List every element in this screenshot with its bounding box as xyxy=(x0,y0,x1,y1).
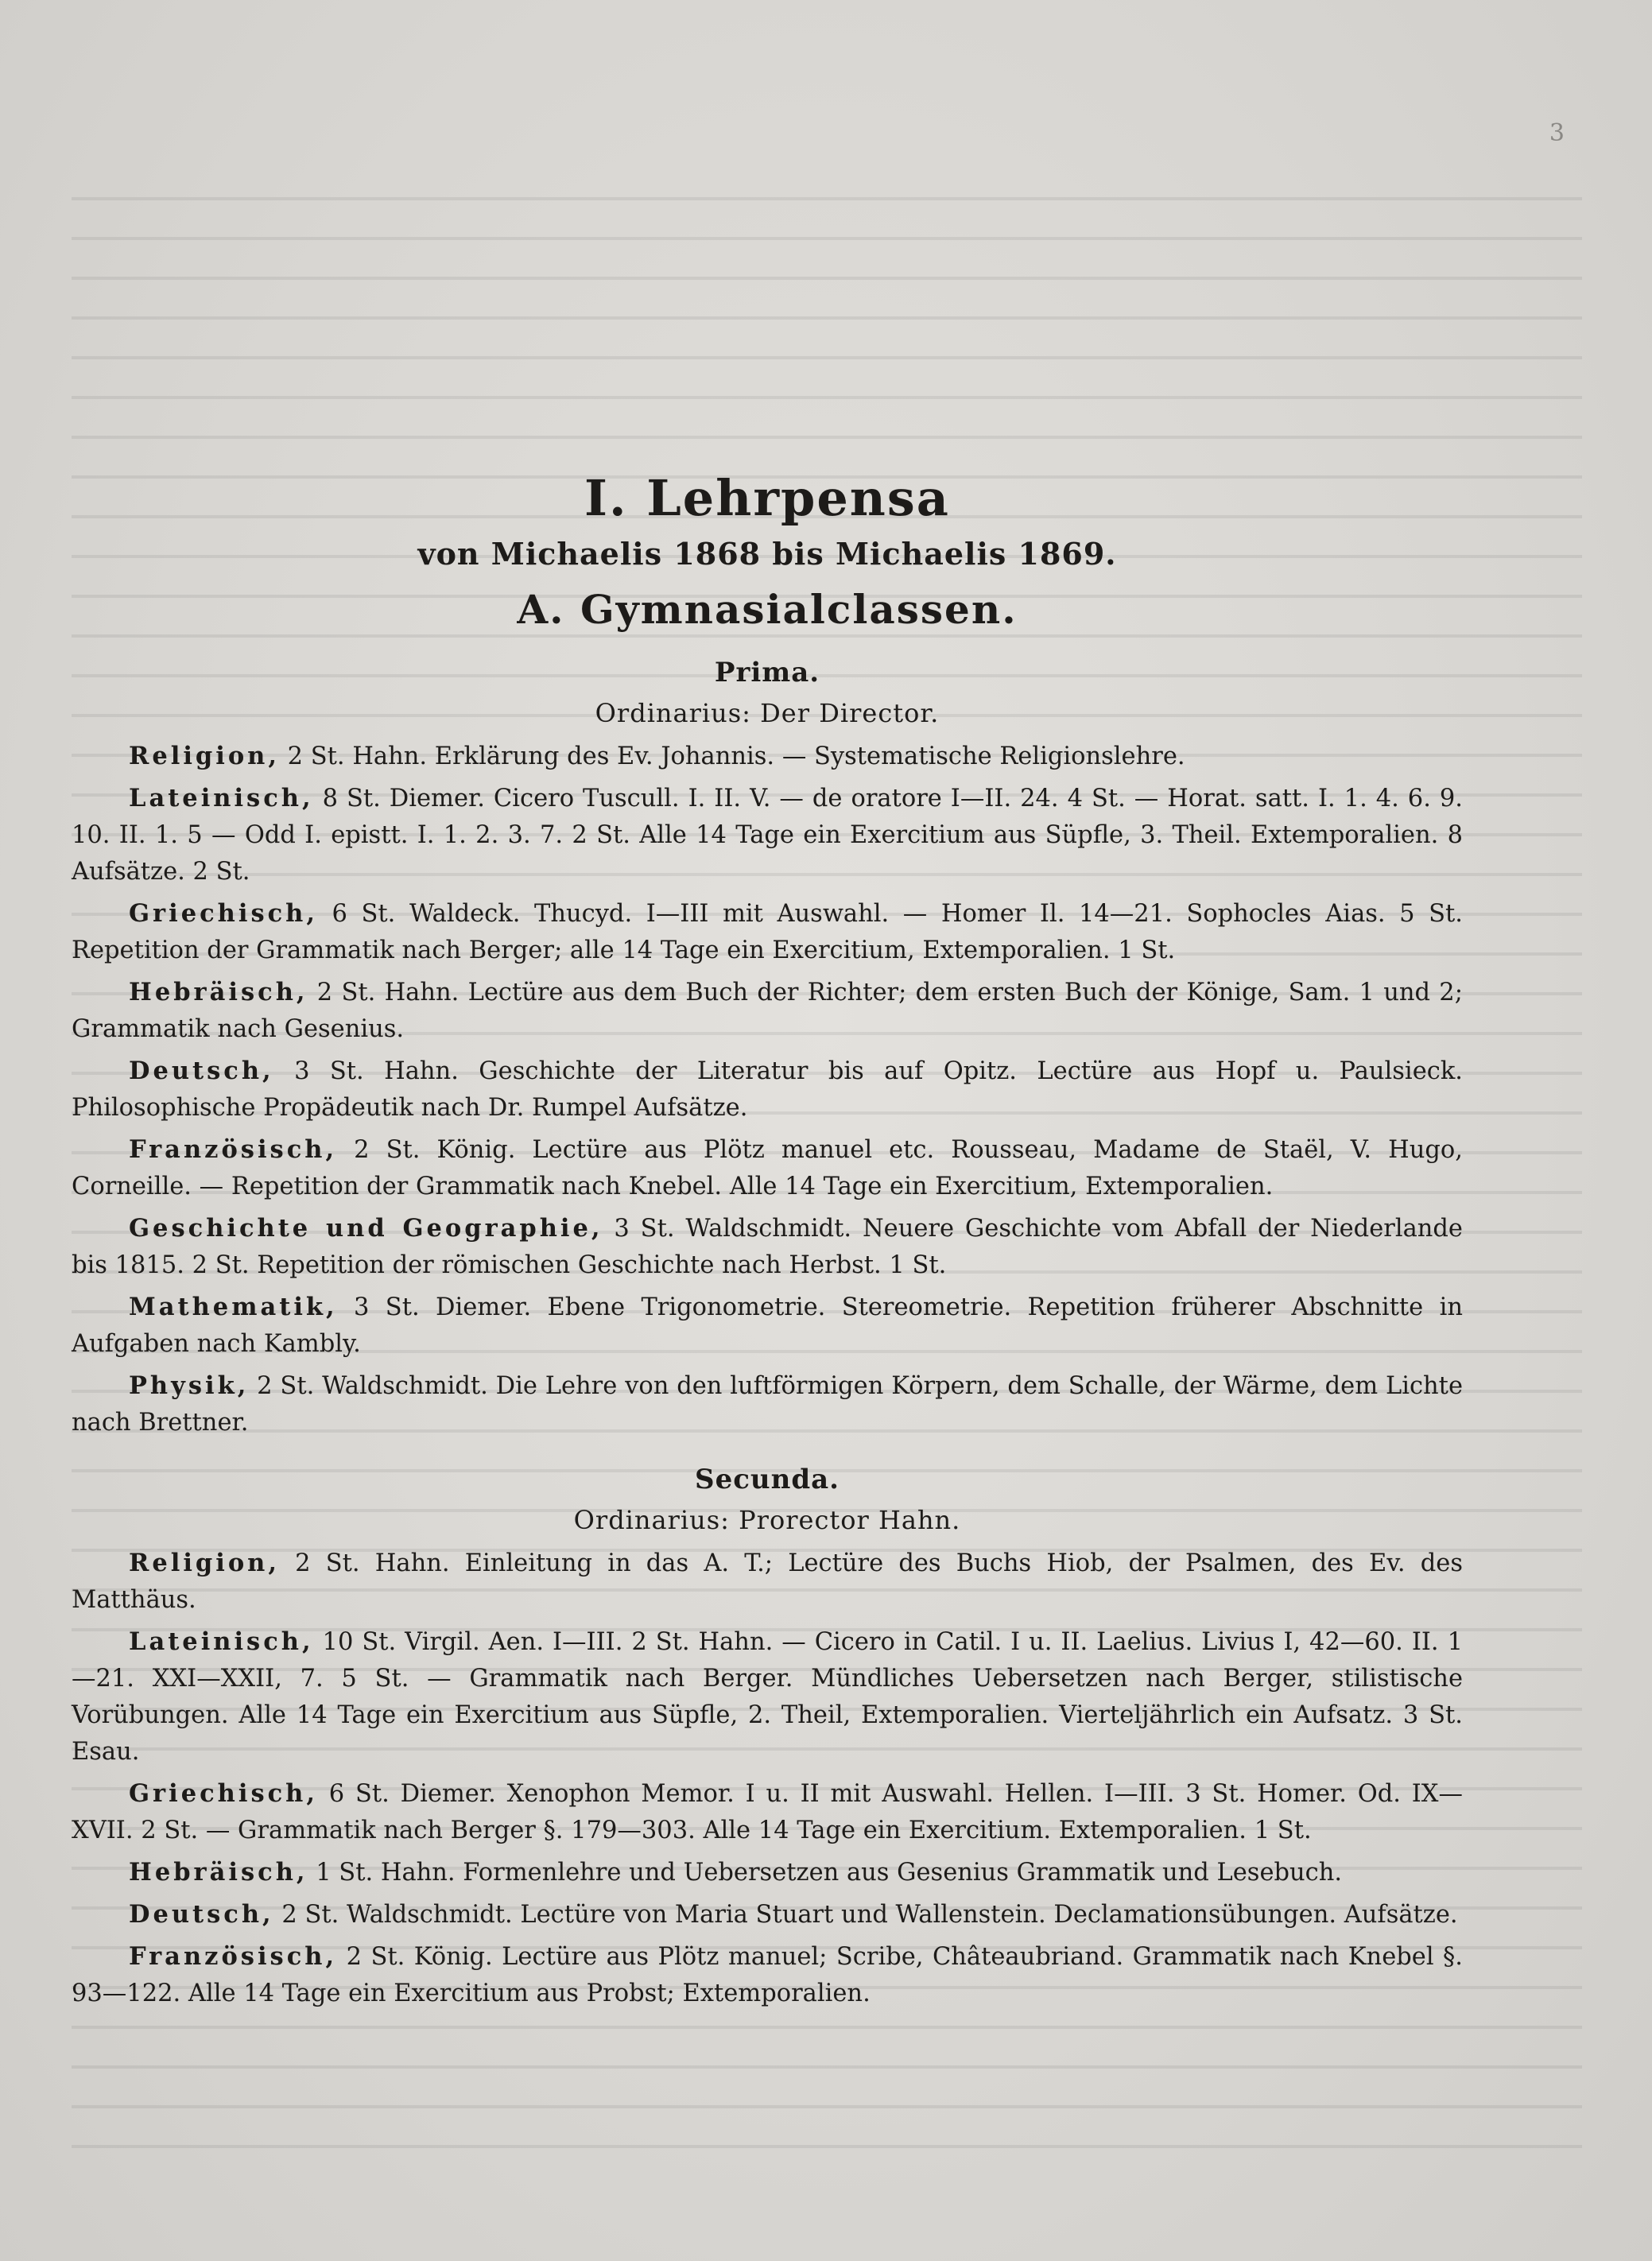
class-heading-secunda: Secunda. xyxy=(695,1464,840,1495)
class-heading-prima: Prima. xyxy=(714,657,820,688)
entry-text: 2 St. Hahn. Erklärung des Ev. Johannis. — Systematische Religionslehre. xyxy=(279,743,1185,770)
subject-name: Religion, xyxy=(129,742,280,770)
entry-text: 10 St. Virgil. Aen. I—III. 2 St. Hahn. — Cicero in Catil. I u. II. Laelius. Livius I, 42—60. II. 1—21. XXI—XXII, 7. 5 St. — Grammatik nach Berger. Mündliches Uebersetzen nach Berger, stilistische Vorübungen. Alle 14 Tage ein Exercitium aus Süpfle, 2. Theil, Extemporalien. Vierteljährlich ein Aufsatz. 3 St. Esau. xyxy=(72,1628,1463,1766)
entry-secunda-hebraeisch xyxy=(72,1854,1463,1891)
entry-text: 1 St. Hahn. Formenlehre und Uebersetzen aus Gesenius Grammatik und Lesebuch. xyxy=(308,1859,1343,1887)
entry-prima-mathematik xyxy=(72,1289,1463,1363)
subject-name: Mathematik, xyxy=(129,1293,338,1321)
entry-prima-religion xyxy=(72,738,1463,775)
ordinarius-prima: Ordinarius: Der Director. xyxy=(595,698,940,728)
subject-name: Griechisch, xyxy=(129,1779,318,1808)
entry-secunda-griechisch xyxy=(72,1775,1463,1849)
document-period: von Michaelis 1868 bis Michaelis 1869. xyxy=(417,536,1117,572)
subject-name: Hebräisch, xyxy=(129,1858,308,1887)
content-column xyxy=(72,469,1463,2017)
entry-text: 2 St. Waldschmidt. Die Lehre von den luftförmigen Körpern, dem Schalle, der Wärme, dem Lichte nach Brettner. xyxy=(72,1372,1463,1437)
subject-name: Religion, xyxy=(129,1549,280,1577)
subject-name: Geschichte und Geographie, xyxy=(129,1214,603,1243)
subject-name: Deutsch, xyxy=(129,1900,274,1929)
ordinarius-secunda: Ordinarius: Prorector Hahn. xyxy=(573,1505,961,1535)
entry-text: 2 St. König. Lectüre aus Plötz manuel; Scribe, Châteaubriand. Grammatik nach Knebel §. 93—122. Alle 14 Tage ein Exercitium aus Probst; Extemporalien. xyxy=(72,1943,1463,2007)
subject-name: Deutsch, xyxy=(129,1057,274,1085)
entry-text: 6 St. Diemer. Xenophon Memor. I u. II mit Auswahl. Hellen. I—III. 3 St. Homer. Od. IX—XVII. 2 St. — Grammatik nach Berger §. 179—303. Alle 14 Tage ein Exercitium. Extemporalien. 1 St. xyxy=(72,1780,1463,1844)
entry-text: 3 St. Hahn. Geschichte der Literatur bis auf Opitz. Lectüre aus Hopf u. Paulsieck. Philosophische Propädeutik nach Dr. Rumpel Aufsätze. xyxy=(72,1057,1463,1122)
entry-text: 2 St. König. Lectüre aus Plötz manuel etc. Rousseau, Madame de Staël, V. Hugo, Corneille. — Repetition der Grammatik nach Knebel. Alle 14 Tage ein Exercitium, Extemporalien. xyxy=(72,1136,1463,1200)
entry-text: 8 St. Diemer. Cicero Tuscull. I. II. V. — de oratore I—II. 24. 4 St. — Horat. satt. I. 1. 4. 6. 9. 10. II. 1. 5 — Odd I. epistt. I. 1. 2. 3. 7. 2 St. Alle 14 Tage ein Exercitium aus Süpfle, 3. Theil. Extemporalien. 8 Aufsätze. 2 St. xyxy=(72,785,1463,886)
entry-secunda-franzoesisch xyxy=(72,1938,1463,2012)
entry-text: 2 St. Waldschmidt. Lectüre von Maria Stuart und Wallenstein. Declamationsübungen. Aufsätze. xyxy=(273,1901,1458,1929)
entry-text: 2 St. Hahn. Lectüre aus dem Buch der Richter; dem ersten Buch der Könige, Sam. 1 und 2; Grammatik nach Gesenius. xyxy=(72,979,1463,1043)
entry-text: 3 St. Waldschmidt. Neuere Geschichte vom Abfall der Niederlande bis 1815. 2 St. Repetition der römischen Geschichte nach Herbst. 1 St. xyxy=(72,1215,1463,1279)
entry-text: 6 St. Waldeck. Thucyd. I—III mit Auswahl. — Homer Il. 14—21. Sophocles Aias. 5 St. Repetition der Grammatik nach Berger; alle 14 Tage ein Exercitium, Extemporalien. 1 St. xyxy=(72,900,1463,964)
subject-name: Französisch, xyxy=(129,1942,338,1971)
page-number: 3 xyxy=(1549,119,1565,147)
entry-text: 2 St. Hahn. Einleitung in das A. T.; Lectüre des Buchs Hiob, der Psalmen, des Ev. des Matthäus. xyxy=(72,1549,1463,1614)
entry-prima-deutsch xyxy=(72,1053,1463,1127)
entry-secunda-religion xyxy=(72,1545,1463,1619)
entry-prima-griechisch xyxy=(72,895,1463,969)
entry-prima-hebraeisch xyxy=(72,974,1463,1048)
subject-name: Griechisch, xyxy=(129,899,318,928)
section-heading: A. Gymnasialclassen. xyxy=(517,586,1018,633)
subject-name: Lateinisch, xyxy=(129,784,314,812)
subject-name: Hebräisch, xyxy=(129,978,308,1006)
entry-secunda-deutsch xyxy=(72,1896,1463,1933)
entry-text: 3 St. Diemer. Ebene Trigonometrie. Stereometrie. Repetition früherer Abschnitte in Aufgaben nach Kambly. xyxy=(72,1293,1463,1358)
document-title: I. Lehrpensa xyxy=(584,469,950,527)
subject-name: Physik, xyxy=(129,1371,250,1400)
subject-name: Französisch, xyxy=(129,1135,338,1164)
entry-prima-franzoesisch xyxy=(72,1131,1463,1205)
entry-prima-geschichte xyxy=(72,1210,1463,1284)
entry-prima-lateinisch xyxy=(72,780,1463,890)
subject-name: Lateinisch, xyxy=(129,1627,314,1656)
entry-prima-physik xyxy=(72,1367,1463,1441)
entry-secunda-lateinisch xyxy=(72,1623,1463,1770)
